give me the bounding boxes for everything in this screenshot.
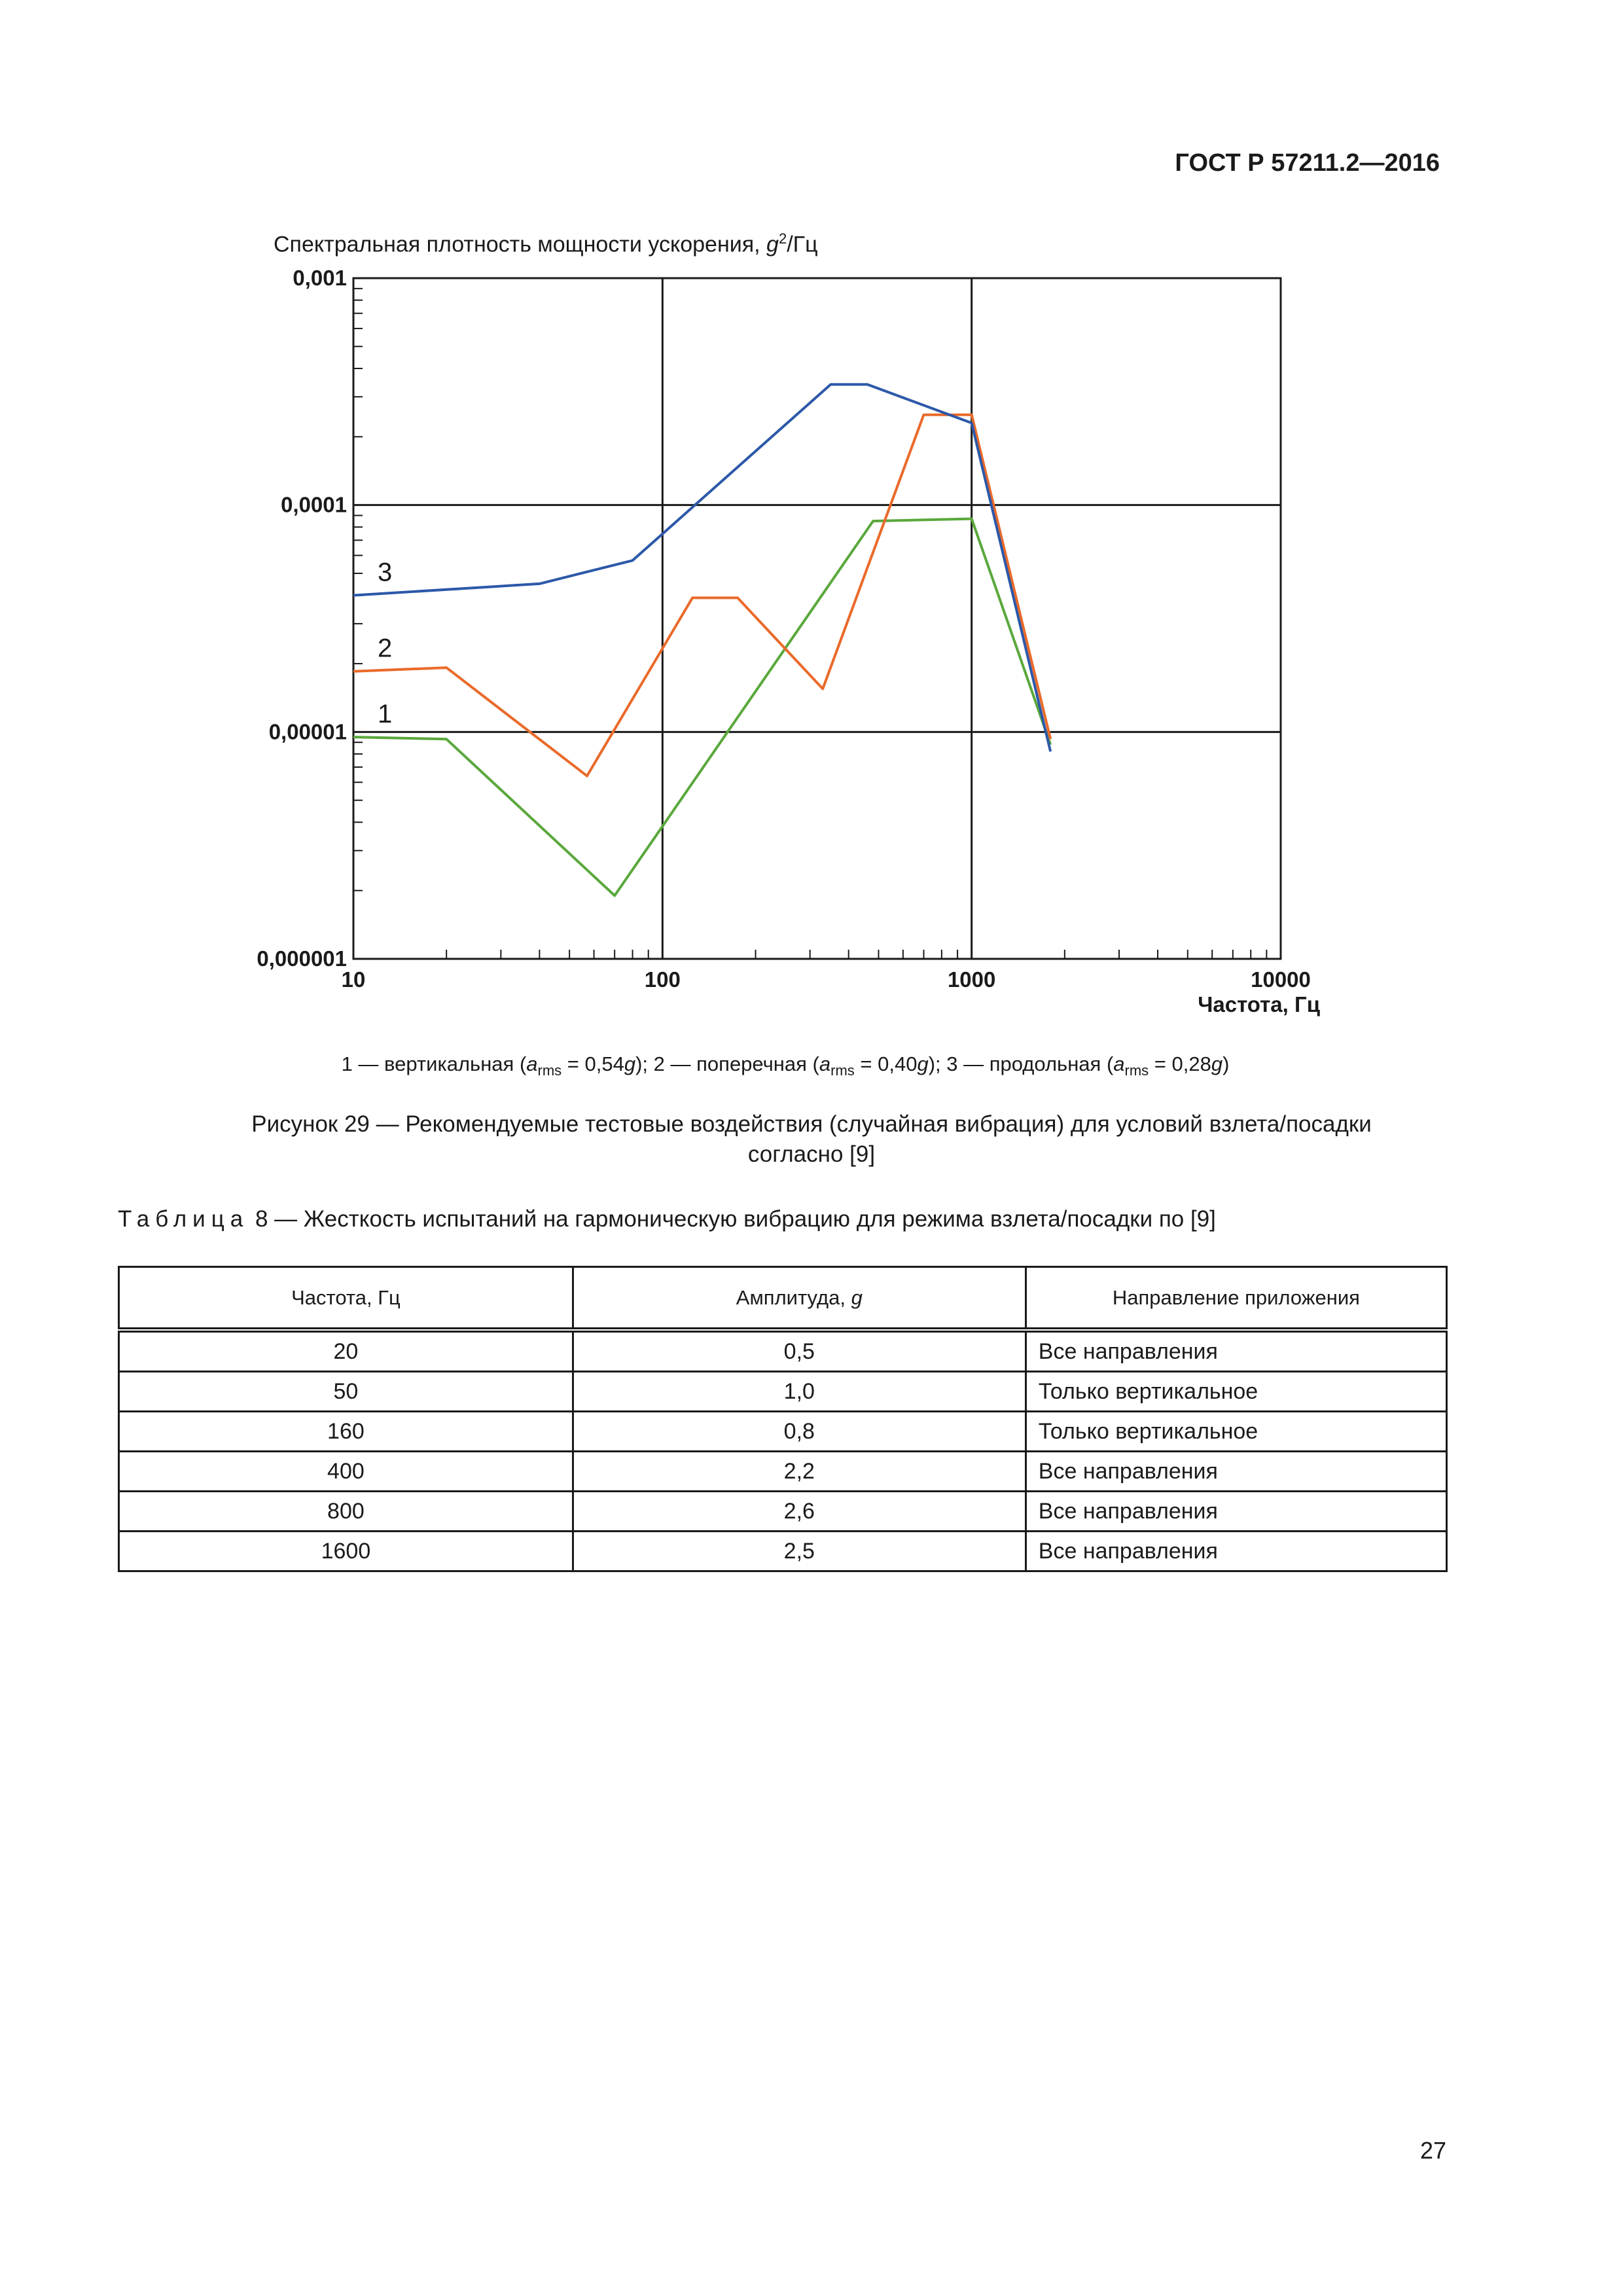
page-number: 27	[1419, 2137, 1446, 2164]
cell-amplitude: 1,0	[573, 1372, 1026, 1412]
x-axis-label: Частота, Гц	[1198, 992, 1320, 1016]
legend-g: g	[917, 1052, 929, 1075]
header-direction: Направление приложения	[1026, 1267, 1446, 1331]
legend-rms: rms	[830, 1062, 855, 1079]
cell-direction: Все направления	[1026, 1492, 1446, 1532]
x-tick-label: 1000	[947, 967, 996, 992]
legend-part: = 0,28	[1149, 1052, 1211, 1075]
legend-a: a	[526, 1052, 538, 1075]
cell-amplitude: 0,5	[573, 1330, 1026, 1372]
cell-frequency: 800	[119, 1492, 573, 1532]
legend-rms: rms	[537, 1062, 562, 1079]
table-caption-prefix: Таблица	[118, 1206, 249, 1232]
header-amplitude	[573, 1267, 1026, 1331]
cell-direction: Все направления	[1026, 1452, 1446, 1492]
cell-amplitude: 2,2	[573, 1452, 1026, 1492]
legend-part: = 0,40	[854, 1052, 918, 1075]
legend-part: )	[1222, 1052, 1230, 1075]
table-row	[119, 1412, 1447, 1452]
series-line-1	[353, 519, 1050, 896]
legend-part: 1 — вертикальная (	[341, 1052, 527, 1075]
series-line-2	[353, 415, 1050, 776]
cell-frequency: 400	[119, 1452, 573, 1492]
legend-part: ); 3 — продольная (	[928, 1052, 1114, 1075]
x-tick-label: 10000	[1251, 967, 1311, 992]
chart-y-title-unit-rest: /Гц	[787, 232, 818, 257]
figure-caption-line1: Рисунок 29 — Рекомендуемые тестовые воздействия (случайная вибрация) для условий взлета/посадки	[251, 1111, 1372, 1137]
cell-direction: Только вертикальное	[1026, 1412, 1446, 1452]
chart-y-title-text: Спектральная плотность мощности ускорения,	[274, 232, 760, 257]
document-id: ГОСТ Р 57211.2—2016	[1175, 149, 1440, 177]
legend-part: = 0,54	[562, 1052, 624, 1075]
table-row	[119, 1532, 1447, 1571]
table-row	[119, 1372, 1447, 1412]
chart-legend	[196, 1052, 1374, 1079]
legend-g: g	[1211, 1052, 1223, 1075]
y-tick-label: 0,0001	[281, 492, 347, 517]
table-row	[119, 1452, 1447, 1492]
legend-a: a	[819, 1052, 831, 1075]
table-caption-text: — Жесткость испытаний на гармоническую вибрацию для режима взлета/посадки по [9]	[268, 1206, 1216, 1232]
series-label-3: 3	[378, 558, 393, 587]
cell-amplitude: 2,6	[573, 1492, 1026, 1532]
table-row	[119, 1330, 1447, 1372]
cell-direction: Только вертикальное	[1026, 1372, 1446, 1412]
series-label-2: 2	[378, 634, 393, 663]
cell-direction: Все направления	[1026, 1330, 1446, 1372]
y-tick-label: 0,001	[293, 266, 347, 290]
cell-amplitude: 2,5	[573, 1532, 1026, 1571]
cell-direction: Все направления	[1026, 1532, 1446, 1571]
x-tick-label: 100	[644, 967, 681, 992]
cell-frequency: 160	[119, 1412, 573, 1452]
table-caption	[118, 1206, 1216, 1232]
legend-rms: rms	[1124, 1062, 1149, 1079]
figure-caption-line2: согласно [9]	[747, 1141, 876, 1167]
y-tick-label: 0,000001	[257, 946, 347, 971]
series-label-1: 1	[378, 700, 393, 729]
cell-amplitude: 0,8	[573, 1412, 1026, 1452]
table-row	[119, 1492, 1447, 1532]
legend-a: a	[1113, 1052, 1125, 1075]
cell-frequency: 20	[119, 1330, 573, 1372]
vibration-table	[118, 1266, 1448, 1572]
x-tick-label: 10	[341, 967, 366, 992]
legend-g: g	[624, 1052, 636, 1075]
table-header-row	[119, 1267, 1447, 1331]
chart-y-title-unit-var: g	[766, 232, 779, 257]
header-amplitude-var: g	[851, 1285, 863, 1309]
psd-chart	[0, 0, 1623, 1047]
cell-frequency: 50	[119, 1372, 573, 1412]
cell-frequency: 1600	[119, 1532, 573, 1571]
chart-y-title-unit-sup: 2	[778, 230, 787, 247]
table-caption-number: 8	[255, 1206, 268, 1232]
plot-frame	[353, 278, 1281, 959]
series-line-3	[353, 384, 1050, 751]
legend-part: ); 2 — поперечная (	[635, 1052, 819, 1075]
y-tick-label: 0,00001	[268, 719, 347, 744]
header-frequency: Частота, Гц	[119, 1267, 573, 1331]
header-amplitude-text: Амплитуда,	[736, 1285, 851, 1309]
figure-caption	[164, 1109, 1459, 1170]
